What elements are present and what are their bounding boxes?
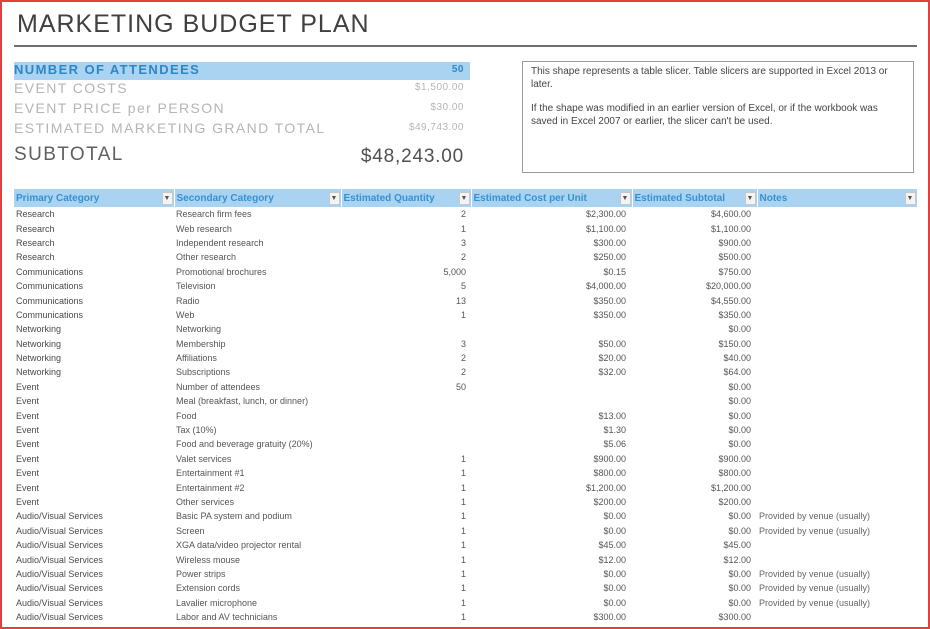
cell-secondary-category[interactable]: Food <box>176 410 197 421</box>
table-row <box>14 365 917 379</box>
summary-value: $49,743.00 <box>408 122 464 133</box>
cell-estimated-cost-per-unit[interactable]: $0.00 <box>603 583 626 594</box>
table-row <box>14 495 917 509</box>
cell-secondary-category[interactable]: Lavalier microphone <box>176 597 258 608</box>
table-row <box>14 207 917 221</box>
cell-estimated-cost-per-unit[interactable]: $50.00 <box>598 338 626 349</box>
cell-estimated-quantity[interactable]: 50 <box>455 381 466 392</box>
cell-notes[interactable]: Provided by venue (usually) <box>759 525 871 536</box>
cell-secondary-category[interactable]: Power strips <box>176 568 226 579</box>
title-divider <box>14 45 917 47</box>
cell-estimated-cost-per-unit[interactable]: $2,300.00 <box>585 209 626 220</box>
summary-estimated-marketing-grand-total <box>14 120 470 140</box>
table-row <box>14 437 917 451</box>
cell-estimated-quantity[interactable] <box>341 322 471 336</box>
cell-estimated-quantity[interactable]: 1 <box>460 554 466 565</box>
cell-estimated-cost-per-unit[interactable]: $20.00 <box>598 353 626 364</box>
cell-estimated-subtotal[interactable]: $20,000.00 <box>705 281 751 292</box>
cell-estimated-subtotal[interactable]: $750.00 <box>718 266 751 277</box>
cell-estimated-quantity[interactable] <box>341 394 471 408</box>
cell-estimated-quantity[interactable]: 1 <box>460 540 466 551</box>
cell-notes[interactable] <box>757 380 917 394</box>
cell-estimated-cost-per-unit[interactable]: $32.00 <box>598 367 626 378</box>
table-row <box>14 337 917 351</box>
cell-primary-category[interactable]: Communications <box>16 281 84 292</box>
slicer-note-text: If the shape was modified in an earlier version of Excel, or if the workbook was saved in Excel 2007 or earlier, the slicer can't be used. <box>531 103 878 127</box>
cell-primary-category[interactable]: Audio/Visual Services <box>16 540 103 551</box>
summary-label: EVENT PRICE per PERSON <box>14 100 226 116</box>
cell-estimated-cost-per-unit[interactable]: $250.00 <box>593 252 626 263</box>
cell-estimated-quantity[interactable]: 1 <box>460 223 466 234</box>
table-row <box>14 408 917 422</box>
cell-primary-category[interactable]: Event <box>16 425 40 436</box>
cell-primary-category[interactable]: Audio/Visual Services <box>16 525 103 536</box>
cell-estimated-subtotal[interactable]: $900.00 <box>718 453 751 464</box>
summary-value: $1,500.00 <box>415 82 464 93</box>
cell-estimated-cost-per-unit[interactable]: $350.00 <box>593 295 626 306</box>
cell-secondary-category[interactable]: Other services <box>176 497 235 507</box>
column-header-notes[interactable]: Notes ▼ <box>757 189 917 207</box>
cell-estimated-cost-per-unit[interactable]: $900.00 <box>593 453 626 464</box>
cell-secondary-category[interactable]: Membership <box>176 338 226 349</box>
cell-estimated-quantity[interactable]: 1 <box>460 568 466 579</box>
cell-secondary-category[interactable]: XGA data/video projector rental <box>176 540 302 551</box>
cell-secondary-category[interactable]: Entertainment #1 <box>176 468 245 479</box>
column-header-primary-category[interactable]: Primary Category ▼ <box>14 189 174 207</box>
summary-value: $30.00 <box>430 102 464 113</box>
filter-dropdown-icon[interactable]: ▼ <box>162 192 173 205</box>
summary-label: NUMBER OF ATTENDEES <box>14 62 201 77</box>
cell-estimated-cost-per-unit[interactable]: $800.00 <box>593 468 626 479</box>
cell-notes[interactable] <box>757 452 917 466</box>
filter-dropdown-icon[interactable]: ▼ <box>905 192 916 205</box>
cell-secondary-category[interactable]: Basic PA system and podium <box>176 511 292 522</box>
cell-secondary-category[interactable]: Labor and AV technicians <box>176 612 278 623</box>
cell-primary-category[interactable]: Networking <box>16 353 62 364</box>
cell-estimated-quantity[interactable]: 1 <box>460 511 466 522</box>
cell-estimated-subtotal[interactable]: $0.00 <box>728 396 751 407</box>
cell-estimated-cost-per-unit[interactable]: $0.00 <box>603 597 626 608</box>
cell-secondary-category[interactable]: Radio <box>176 295 200 306</box>
summary-label: EVENT COSTS <box>14 80 128 96</box>
cell-primary-category[interactable]: Event <box>16 439 40 450</box>
cell-primary-category[interactable]: Event <box>16 468 40 479</box>
table-row <box>14 265 917 279</box>
cell-primary-category[interactable]: Communications <box>16 309 84 320</box>
cell-primary-category[interactable]: Research <box>16 237 55 248</box>
cell-estimated-subtotal[interactable]: $0.00 <box>728 511 751 522</box>
cell-primary-category[interactable]: Event <box>16 396 40 407</box>
cell-estimated-quantity[interactable] <box>341 437 471 451</box>
page-title: MARKETING BUDGET PLAN <box>17 10 370 38</box>
cell-notes[interactable] <box>757 365 917 379</box>
slicer-note-text: This shape represents a table slicer. Table slicers are supported in Excel 2013 or later. <box>531 66 888 90</box>
cell-notes[interactable] <box>757 610 917 624</box>
cell-primary-category[interactable]: Networking <box>16 367 62 378</box>
column-header-estimated-subtotal[interactable]: Estimated Subtotal ▼ <box>632 189 757 207</box>
cell-estimated-cost-per-unit[interactable]: $12.00 <box>598 554 626 565</box>
table-header-row <box>14 189 917 207</box>
cell-estimated-cost-per-unit[interactable] <box>471 322 632 336</box>
cell-secondary-category[interactable]: Independent research <box>176 237 264 248</box>
filter-dropdown-icon[interactable]: ▼ <box>329 192 340 205</box>
cell-estimated-cost-per-unit[interactable] <box>471 394 632 408</box>
cell-secondary-category[interactable]: Subscriptions <box>176 367 231 378</box>
cell-estimated-subtotal[interactable]: $4,550.00 <box>710 295 751 306</box>
cell-secondary-category[interactable]: Research firm fees <box>176 209 252 220</box>
cell-primary-category[interactable]: Communications <box>16 266 84 277</box>
cell-estimated-quantity[interactable]: 1 <box>460 453 466 464</box>
summary-value: $48,243.00 <box>360 146 464 167</box>
cell-notes[interactable]: Provided by venue (usually) <box>759 597 871 608</box>
cell-estimated-subtotal[interactable]: $800.00 <box>718 468 751 479</box>
filter-dropdown-icon[interactable]: ▼ <box>745 192 756 205</box>
cell-estimated-cost-per-unit[interactable]: $0.00 <box>603 568 626 579</box>
cell-estimated-quantity[interactable]: 1 <box>460 525 466 536</box>
summary-label: SUBTOTAL <box>14 144 124 165</box>
cell-estimated-subtotal[interactable]: $45.00 <box>723 540 751 551</box>
cell-notes[interactable]: Provided by venue (usually) <box>759 583 871 594</box>
cell-notes[interactable] <box>757 394 917 408</box>
table-row <box>14 524 917 538</box>
cell-secondary-category[interactable]: Tax (10%) <box>176 425 217 436</box>
cell-notes[interactable] <box>757 466 917 480</box>
cell-primary-category[interactable]: Communications <box>16 295 84 306</box>
cell-secondary-category[interactable]: Wireless mouse <box>176 554 241 565</box>
summary-number-of-attendees[interactable] <box>14 62 470 80</box>
cell-estimated-cost-per-unit[interactable]: $200.00 <box>593 497 626 507</box>
cell-estimated-quantity[interactable]: 2 <box>460 353 466 364</box>
cell-estimated-quantity[interactable]: 1 <box>460 309 466 320</box>
cell-notes[interactable] <box>757 221 917 235</box>
cell-estimated-quantity[interactable]: 5 <box>460 281 466 292</box>
cell-estimated-subtotal[interactable]: $350.00 <box>718 309 751 320</box>
cell-estimated-quantity[interactable] <box>341 408 471 422</box>
cell-secondary-category[interactable]: Affiliations <box>176 353 217 364</box>
cell-notes[interactable]: Provided by venue (usually) <box>759 568 871 579</box>
cell-estimated-cost-per-unit[interactable]: $5.06 <box>603 439 626 450</box>
table-row <box>14 308 917 322</box>
cell-estimated-subtotal[interactable]: $0.00 <box>728 525 751 536</box>
cell-secondary-category[interactable]: Entertainment #2 <box>176 482 245 493</box>
cell-estimated-quantity[interactable]: 2 <box>460 252 466 263</box>
table-row <box>14 581 917 595</box>
cell-primary-category[interactable]: Audio/Visual Services <box>16 583 103 594</box>
cell-estimated-quantity[interactable]: 3 <box>460 338 466 349</box>
cell-estimated-quantity[interactable]: 13 <box>455 295 466 306</box>
table-row <box>14 221 917 235</box>
cell-notes[interactable] <box>757 293 917 307</box>
cell-estimated-quantity[interactable]: 1 <box>460 583 466 594</box>
cell-estimated-quantity[interactable]: 5,000 <box>443 266 466 277</box>
cell-estimated-subtotal[interactable]: $1,100.00 <box>710 223 751 234</box>
cell-estimated-cost-per-unit[interactable]: $13.00 <box>598 410 626 421</box>
cell-estimated-quantity[interactable]: 1 <box>460 482 466 493</box>
summary-event-costs <box>14 80 470 100</box>
cell-primary-category[interactable]: Research <box>16 209 55 220</box>
cell-estimated-quantity[interactable]: 1 <box>460 497 466 507</box>
cell-primary-category[interactable]: Event <box>16 497 40 507</box>
cell-primary-category[interactable]: Research <box>16 252 55 263</box>
cell-estimated-cost-per-unit[interactable]: $350.00 <box>593 309 626 320</box>
table-row <box>14 480 917 494</box>
column-header-estimated-quantity[interactable]: Estimated Quantity ▼ <box>341 189 471 207</box>
filter-dropdown-icon[interactable]: ▼ <box>620 192 631 205</box>
cell-estimated-cost-per-unit[interactable]: $1,200.00 <box>585 482 626 493</box>
cell-estimated-quantity[interactable]: 3 <box>460 237 466 248</box>
cell-primary-category[interactable]: Event <box>16 410 40 421</box>
cell-secondary-category[interactable]: Screen <box>176 525 205 536</box>
cell-estimated-cost-per-unit[interactable]: $1,100.00 <box>585 223 626 234</box>
table-row <box>14 466 917 480</box>
cell-estimated-subtotal[interactable]: $150.00 <box>718 338 751 349</box>
cell-estimated-subtotal[interactable]: $12.00 <box>723 554 751 565</box>
cell-estimated-subtotal[interactable]: $0.00 <box>728 425 751 436</box>
cell-primary-category[interactable]: Event <box>16 482 40 493</box>
table-row <box>14 423 917 437</box>
cell-primary-category[interactable]: Audio/Visual Services <box>16 554 103 565</box>
cell-secondary-category[interactable]: Television <box>176 281 216 292</box>
cell-primary-category[interactable]: Audio/Visual Services <box>16 612 103 623</box>
cell-secondary-category[interactable]: Networking <box>176 324 222 335</box>
cell-secondary-category[interactable]: Promotional brochures <box>176 266 267 277</box>
budget-table <box>14 189 917 624</box>
cell-secondary-category[interactable]: Web <box>176 309 195 320</box>
cell-estimated-quantity[interactable]: 2 <box>460 367 466 378</box>
cell-estimated-cost-per-unit[interactable]: $0.00 <box>603 525 626 536</box>
cell-estimated-subtotal[interactable]: $900.00 <box>718 237 751 248</box>
filter-dropdown-icon[interactable]: ▼ <box>459 192 470 205</box>
table-row <box>14 236 917 250</box>
cell-secondary-category[interactable]: Meal (breakfast, lunch, or dinner) <box>176 396 309 407</box>
cell-primary-category[interactable]: Event <box>16 381 40 392</box>
cell-notes[interactable] <box>757 351 917 365</box>
cell-estimated-subtotal[interactable]: $0.00 <box>728 597 751 608</box>
cell-notes[interactable] <box>757 437 917 451</box>
table-row <box>14 293 917 307</box>
cell-estimated-subtotal[interactable]: $0.00 <box>728 583 751 594</box>
cell-estimated-subtotal[interactable]: $64.00 <box>723 367 751 378</box>
cell-estimated-subtotal[interactable]: $0.00 <box>728 568 751 579</box>
cell-estimated-cost-per-unit[interactable]: $0.00 <box>603 511 626 522</box>
table-row <box>14 567 917 581</box>
cell-estimated-quantity[interactable] <box>341 423 471 437</box>
cell-secondary-category[interactable]: Valet services <box>176 453 232 464</box>
cell-secondary-category[interactable]: Extension cords <box>176 583 241 594</box>
table-row <box>14 509 917 523</box>
cell-estimated-cost-per-unit[interactable]: $0.15 <box>603 266 626 277</box>
table-row <box>14 250 917 264</box>
cell-estimated-subtotal[interactable]: $1,200.00 <box>710 482 751 493</box>
table-row <box>14 610 917 624</box>
cell-estimated-subtotal[interactable]: $500.00 <box>718 252 751 263</box>
table-row <box>14 596 917 610</box>
cell-primary-category[interactable]: Audio/Visual Services <box>16 568 103 579</box>
cell-primary-category[interactable]: Networking <box>16 324 62 335</box>
cell-secondary-category[interactable]: Food and beverage gratuity (20%) <box>176 439 313 450</box>
cell-estimated-cost-per-unit[interactable]: $1.30 <box>603 425 626 436</box>
cell-estimated-subtotal[interactable]: $0.00 <box>728 439 751 450</box>
cell-estimated-subtotal[interactable]: $40.00 <box>723 353 751 364</box>
cell-secondary-category[interactable]: Other research <box>176 252 237 263</box>
cell-primary-category[interactable]: Audio/Visual Services <box>16 511 103 522</box>
cell-notes[interactable] <box>757 322 917 336</box>
cell-notes[interactable] <box>757 279 917 293</box>
table-row <box>14 279 917 293</box>
cell-notes[interactable] <box>757 480 917 494</box>
cell-primary-category[interactable]: Research <box>16 223 55 234</box>
cell-estimated-cost-per-unit[interactable] <box>471 380 632 394</box>
cell-estimated-cost-per-unit[interactable]: $4,000.00 <box>585 281 626 292</box>
table-row <box>14 552 917 566</box>
table-row <box>14 380 917 394</box>
cell-secondary-category[interactable]: Number of attendees <box>176 381 261 392</box>
cell-notes[interactable] <box>757 308 917 322</box>
summary-label: ESTIMATED MARKETING GRAND TOTAL <box>14 120 326 136</box>
cell-estimated-subtotal[interactable]: $0.00 <box>728 381 751 392</box>
summary-subtotal <box>14 144 470 174</box>
cell-estimated-quantity[interactable]: 2 <box>460 209 466 220</box>
table-row <box>14 538 917 552</box>
cell-estimated-subtotal[interactable]: $300.00 <box>718 612 751 623</box>
cell-notes[interactable] <box>757 265 917 279</box>
cell-estimated-subtotal[interactable]: $0.00 <box>728 410 751 421</box>
cell-estimated-cost-per-unit[interactable]: $300.00 <box>593 612 626 623</box>
cell-notes[interactable] <box>757 337 917 351</box>
cell-primary-category[interactable]: Event <box>16 453 40 464</box>
cell-secondary-category[interactable]: Web research <box>176 223 232 234</box>
slicer-placeholder[interactable] <box>522 61 914 173</box>
cell-primary-category[interactable]: Networking <box>16 338 62 349</box>
column-header-secondary-category[interactable]: Secondary Category ▼ <box>174 189 341 207</box>
cell-notes[interactable] <box>757 207 917 221</box>
cell-notes[interactable] <box>757 495 917 509</box>
cell-notes[interactable]: Provided by venue (usually) <box>759 511 871 522</box>
cell-notes[interactable] <box>757 408 917 422</box>
cell-estimated-subtotal[interactable]: $0.00 <box>728 324 751 335</box>
cell-notes[interactable] <box>757 250 917 264</box>
cell-primary-category[interactable]: Audio/Visual Services <box>16 597 103 608</box>
table-row <box>14 322 917 336</box>
summary-value[interactable]: 50 <box>451 64 464 75</box>
cell-estimated-subtotal[interactable]: $4,600.00 <box>710 209 751 220</box>
table-row <box>14 394 917 408</box>
cell-estimated-quantity[interactable]: 1 <box>460 612 466 623</box>
table-row <box>14 452 917 466</box>
summary-panel <box>14 62 470 174</box>
table-row <box>14 351 917 365</box>
cell-notes[interactable] <box>757 552 917 566</box>
cell-estimated-quantity[interactable]: 1 <box>460 468 466 479</box>
cell-estimated-subtotal[interactable]: $200.00 <box>718 497 751 507</box>
cell-estimated-cost-per-unit[interactable]: $45.00 <box>598 540 626 551</box>
cell-estimated-quantity[interactable]: 1 <box>460 597 466 608</box>
cell-notes[interactable] <box>757 236 917 250</box>
cell-notes[interactable] <box>757 423 917 437</box>
cell-notes[interactable] <box>757 538 917 552</box>
summary-event-price-per-person <box>14 100 470 120</box>
column-header-estimated-cost-per-unit[interactable]: Estimated Cost per Unit ▼ <box>471 189 632 207</box>
cell-estimated-cost-per-unit[interactable]: $300.00 <box>593 237 626 248</box>
